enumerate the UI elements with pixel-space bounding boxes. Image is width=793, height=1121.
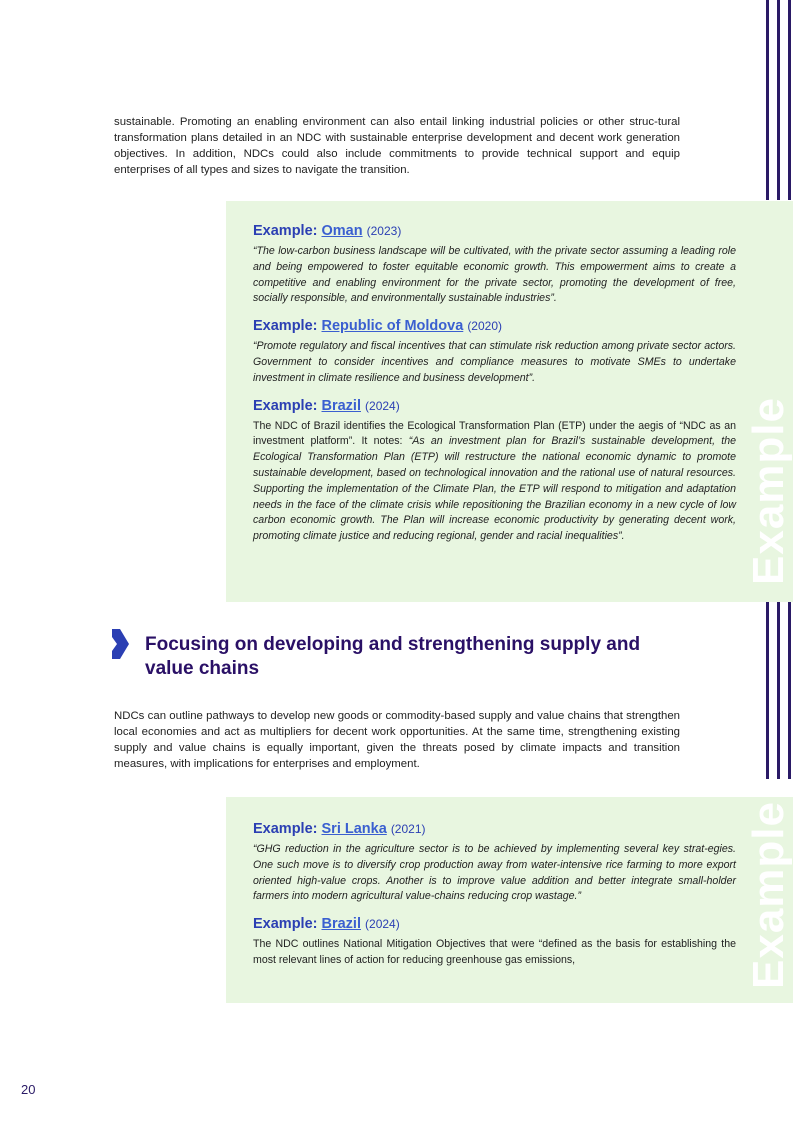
side-label: Example [744,397,793,585]
decorative-line [788,602,791,779]
example-quote: “The low-carbon business landscape will be cultivated, with the private sector assuming a leading role and being empowered to foster equitable economic growth. This empowerment aims to create a competitive and enabling environment for the private sector, promoting the development of free, socially responsible, and environmentally sustainable industries”. [253,245,736,305]
page-number: 20 [21,1082,36,1097]
example-heading: Example: Oman (2023) [253,223,402,239]
section-title: Focusing on developing and strengthening supply and value chains [145,634,641,679]
example-heading: Example: Brazil (2024) [253,397,400,414]
example-quote: “Promote regulatory and fiscal incentives that can stimulate risk reduction among private sector actors. Government to consider incentives and compliance measures to motivate SMEs to undertake investment in climate resilience and business development”. [253,340,736,384]
country-link[interactable]: Brazil [321,397,361,414]
example-heading: Example: Republic of Moldova (2020) [253,318,502,335]
decorative-line [766,602,769,779]
decorative-line [766,0,769,200]
example-text: The NDC outlines National Mitigation Objectives that were “defined as the basis for establishing the most relevant lines of action for reducing greenhouse gas emissions, [253,938,736,966]
country-link[interactable]: Oman [321,223,363,239]
section-paragraph: NDCs can outline pathways to develop new goods or commodity-based supply and value chains that strengthen local economies and act as multipliers for decent work opportunities. At the same time, strengthening existing supply and value chains is equally important, given the threats posed by climate impacts and transition measures, with implications for enterprises and employment. [114,710,680,770]
country-link[interactable]: Brazil [321,916,361,933]
example-quote: “GHG reduction in the agriculture sector is to be achieved by implementing several key strat-egies. One such move is to diversify crop production away from water-intensive rice farming to more export oriented high-value crops. Another is to improve value addition and better integrate small-holder farmers into modern agricultural value-chains reducing crop wastage.” [253,843,736,903]
intro-paragraph: sustainable. Promoting an enabling environment can also entail linking industrial policies or other struc-tural transformation plans detailed in an NDC with sustainable enterprise development and decent work generation objectives. In addition, NDCs could also include commitments to provide technical support and equip enterprises of all types and sizes to navigate the transition. [114,116,680,176]
example-heading: Example: Brazil (2024) [253,916,400,933]
example-box [226,797,793,1003]
country-link[interactable]: Republic of Moldova [321,318,464,335]
example-heading: Example: Sri Lanka (2021) [253,821,426,837]
decorative-line [777,602,780,779]
decorative-line [788,0,791,200]
example-box [226,201,793,602]
country-link[interactable]: Sri Lanka [321,821,387,837]
arrow-icon [112,629,130,659]
side-label: Example [744,801,793,989]
example-quote: The NDC of Brazil identifies the Ecological Transformation Plan (ETP) under the aegis of “NDC as an investment platform”. It notes: “As an investment plan for Brazil’s sustainable development, the Ecological Transformation Plan (ETP) will restructure the national economic dynamic to promote sustainable development, based on technological innovation and the rational use of natural resources. Supporting the implementation of the Climate Plan, the ETP will respond to mitigation and adaptation needs in the face of the climate crisis while repositioning the Brazilian economy in a new cycle of low carbon economic growth. The Plan will increase economic productivity by generating decent work, promoting climate justice and reducing regional, gender and racial inequalities”. [253,419,736,543]
decorative-line [777,0,780,200]
